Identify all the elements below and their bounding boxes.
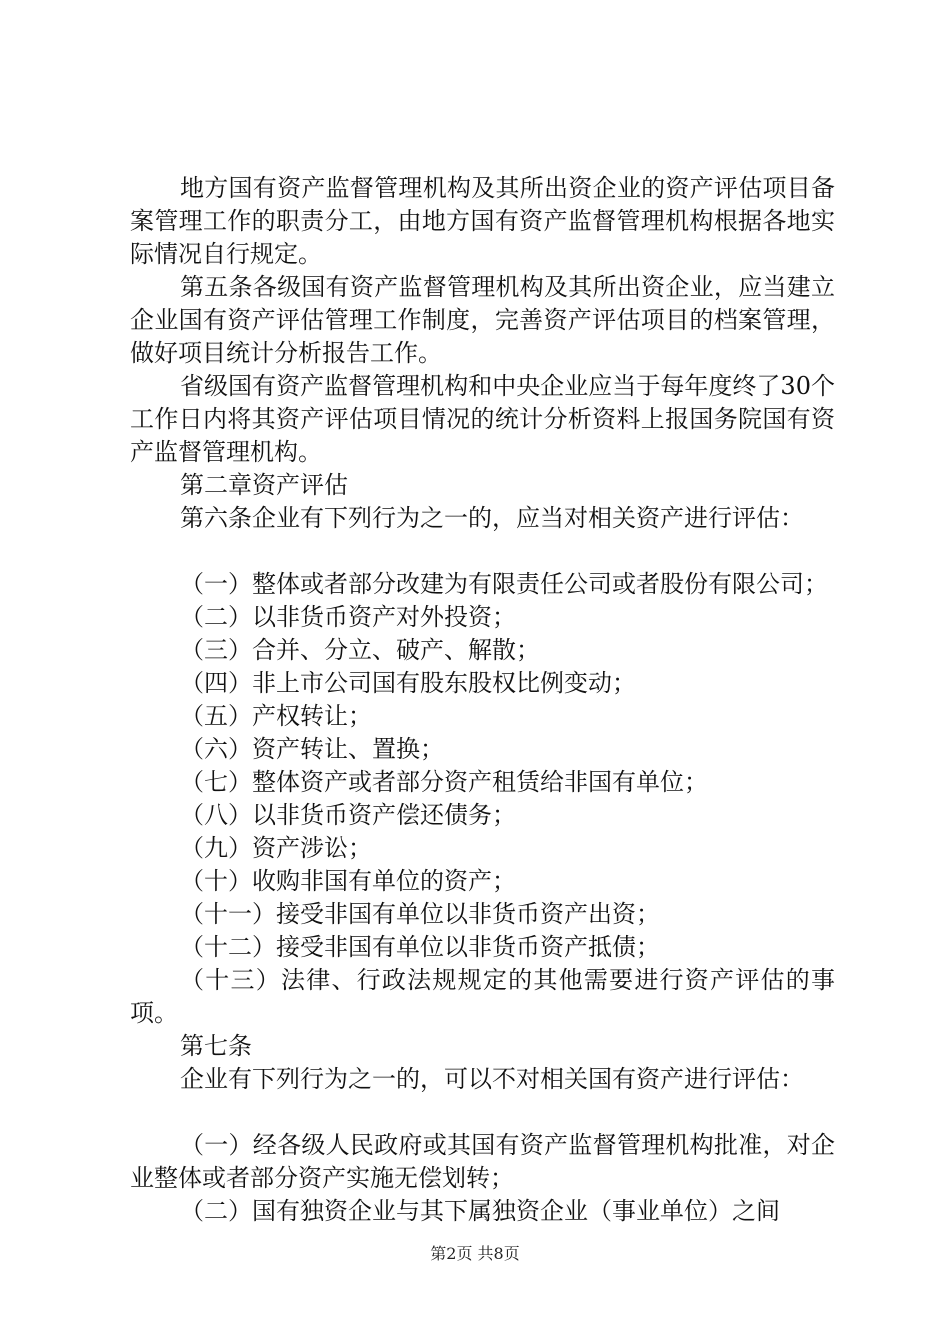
list-item: （二）国有独资企业与其下属独资企业（事业单位）之间 bbox=[180, 1197, 780, 1225]
list-item: （七）整体资产或者部分资产租赁给非国有单位； bbox=[180, 768, 708, 796]
document-body bbox=[130, 172, 835, 1228]
list-item: （四）非上市公司国有股东股权比例变动； bbox=[180, 669, 636, 697]
list-item: （二）以非货币资产对外投资； bbox=[180, 603, 516, 631]
list-item: （九）资产涉讼； bbox=[180, 834, 372, 862]
list-item: （八）以非货币资产偿还债务； bbox=[180, 801, 516, 829]
list-item: （十二）接受非国有单位以非货币资产抵债； bbox=[180, 933, 660, 961]
paragraph-article-7: 企业有下列行为之一的，可以不对相关国有资产进行评估： bbox=[180, 1065, 804, 1093]
list-item: （五）产权转让； bbox=[180, 702, 372, 730]
list-item: （六）资产转让、置换； bbox=[180, 735, 444, 763]
chapter-heading: 第二章资产评估 bbox=[180, 471, 348, 499]
paragraph-annual-report: 省级国有资产监督管理机构和中央企业应当于每年度终了30个工作日内将其资产评估项目情况的统计分析资料上报国务院国有资产监督管理机构。 bbox=[130, 372, 835, 466]
list-item: （三）合并、分立、破产、解散； bbox=[180, 636, 540, 664]
list-item: （十一）接受非国有单位以非货币资产出资； bbox=[180, 900, 660, 928]
paragraph-article-5: 第五条各级国有资产监督管理机构及其所出资企业，应当建立企业国有资产评估管理工作制度，完善资产评估项目的档案管理，做好项目统计分析报告工作。 bbox=[130, 273, 835, 367]
list-item: （十三）法律、行政法规规定的其他需要进行资产评估的事项。 bbox=[130, 966, 835, 1027]
list-item: （一）整体或者部分改建为有限责任公司或者股份有限公司； bbox=[180, 570, 828, 598]
page-number-footer: 第2页 共8页 bbox=[430, 1244, 520, 1263]
list-item: （十）收购非国有单位的资产； bbox=[180, 867, 516, 895]
paragraph-filing-duties: 地方国有资产监督管理机构及其所出资企业的资产评估项目备案管理工作的职责分工，由地方国有资产监督管理机构根据各地实际情况自行规定。 bbox=[130, 174, 835, 268]
list-item: （一）经各级人民政府或其国有资产监督管理机构批准，对企业整体或者部分资产实施无偿划转； bbox=[130, 1131, 835, 1192]
paragraph-article-6: 第六条企业有下列行为之一的，应当对相关资产进行评估： bbox=[180, 504, 804, 532]
article-7-heading: 第七条 bbox=[180, 1032, 252, 1060]
